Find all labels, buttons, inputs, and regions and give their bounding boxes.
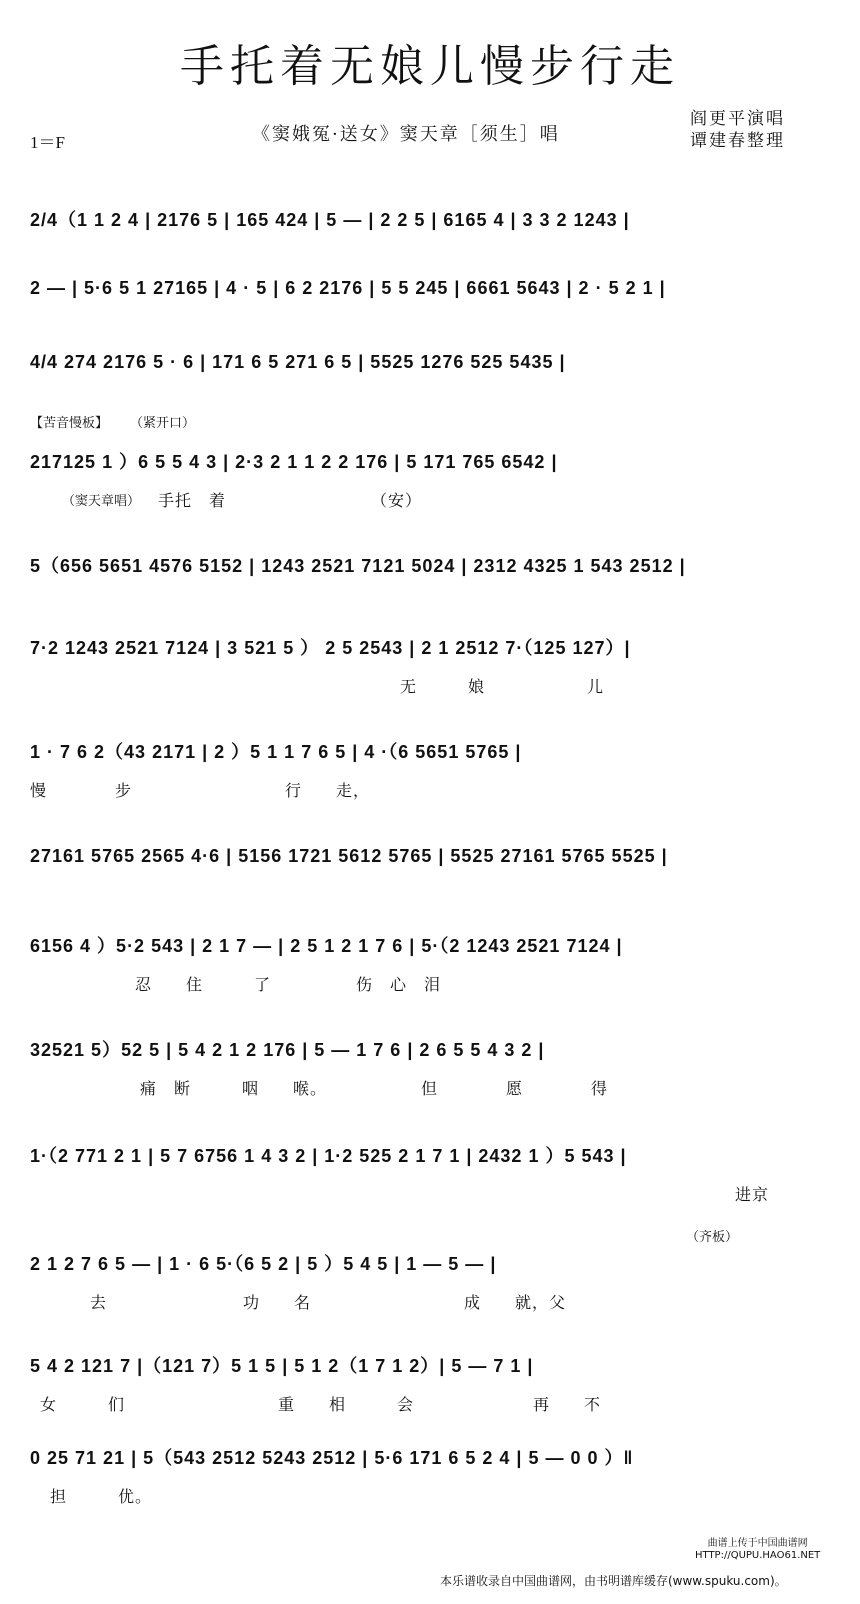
notation-line: 32521 5）52 5 | 5 4 2 1 2 176 | 5 — 1 7 6 | 2 6 5 5 4 3 2 | bbox=[30, 1040, 545, 1060]
watermark-line-1: 曲谱上传于中国曲谱网 bbox=[707, 1538, 808, 1549]
notation-line: 27161 5765 2565 4·6 | 5156 1721 5612 5765 | 5525 27161 5765 5525 | bbox=[30, 846, 668, 866]
site-watermark bbox=[695, 1538, 820, 1562]
lyrics-line: 手托 着 （安） bbox=[158, 491, 423, 510]
score-title: 手托着无娘儿慢步行走 bbox=[180, 41, 680, 92]
lyrics-line: 进京 bbox=[735, 1185, 770, 1204]
notation-line: 4/4 274 2176 5 · 6 | 171 6 5 271 6 5 | 5525 1276 525 5435 | bbox=[30, 352, 566, 372]
notation-line: 1 · 7 6 2（43 2171 | 2 ）5 1 1 7 6 5 | 4 ·（6 5651 5765 | bbox=[30, 742, 522, 762]
instruction-marking: （紧开口） bbox=[130, 416, 196, 431]
lyrics-line: 无 娘 儿 bbox=[400, 677, 605, 696]
notation-line: 5 4 2 121 7 |（121 7）5 1 5 | 5 1 2（1 7 1 2）| 5 — 7 1 | bbox=[30, 1356, 534, 1376]
lyrics-line: 女 们 重 相 会 再 不 bbox=[40, 1395, 602, 1414]
credits bbox=[690, 108, 785, 152]
notation-line: 0 25 71 21 | 5（543 2512 5243 2512 | 5·6 171 6 5 2 4 | 5 — 0 0 ）‖ bbox=[30, 1448, 634, 1468]
notation-line: 2 — | 5·6 5 1 27165 | 4 · 5 | 6 2 2176 | 5 5 245 | 6661 5643 | 2 · 5 2 1 | bbox=[30, 278, 666, 298]
notation-line: 217125 1 ）6 5 5 4 3 | 2·3 2 1 1 2 2 176 | 5 171 765 6542 | bbox=[30, 452, 558, 472]
source-line: 《窦娥冤·送女》窦天章［须生］唱 bbox=[252, 124, 560, 145]
footer-note: 本乐谱收录自中国曲谱网，由书明谱库缓存(www.spuku.com)。 bbox=[440, 1574, 787, 1588]
tempo-marking: 【苦音慢板】 bbox=[30, 416, 109, 431]
notation-line: 6156 4 ）5·2 543 | 2 1 7 — | 2 5 1 2 1 7 6 | 5·（2 1243 2521 7124 | bbox=[30, 936, 623, 956]
lyrics-line: 慢 步 行 走， bbox=[30, 781, 371, 800]
lyrics-line: 忍 住 了 伤 心 泪 bbox=[135, 975, 442, 994]
notation-line: 7·2 1243 2521 7124 | 3 521 5 ） 2 5 2543 | 2 1 2512 7·（125 127）| bbox=[30, 638, 631, 658]
tempo-marking-2: （齐板） bbox=[686, 1230, 739, 1245]
singer-cue: （窦天章唱） bbox=[62, 494, 141, 509]
notation-line: 1·（2 771 2 1 | 5 7 6756 1 4 3 2 | 1·2 525 2 1 7 1 | 2432 1 ）5 543 | bbox=[30, 1146, 627, 1166]
notation-line: 2/4（1 1 2 4 | 2176 5 | 165 424 | 5 — | 2 2 5 | 6165 4 | 3 3 2 1243 | bbox=[30, 210, 630, 230]
lyrics-line: 担 优。 bbox=[50, 1487, 153, 1506]
lyrics-line: 去 功 名 成 就，父 bbox=[90, 1293, 567, 1312]
notation-line: 5（656 5651 4576 5152 | 1243 2521 7121 5024 | 2312 4325 1 543 2512 | bbox=[30, 556, 686, 576]
key-signature: 1＝F bbox=[30, 133, 65, 152]
watermark-line-2: HTTP://QUPU.HAO61.NET bbox=[695, 1550, 821, 1561]
lyrics-line: 痛 断 咽 喉。 但 愿 得 bbox=[140, 1079, 609, 1098]
notation-line: 2 1 2 7 6 5 — | 1 · 6 5·（6 5 2 | 5 ）5 4 5 | 1 — 5 — | bbox=[30, 1254, 497, 1274]
singer-credit: 阎更平演唱 bbox=[690, 109, 785, 129]
arranger-credit: 谭建春整理 bbox=[690, 131, 785, 151]
